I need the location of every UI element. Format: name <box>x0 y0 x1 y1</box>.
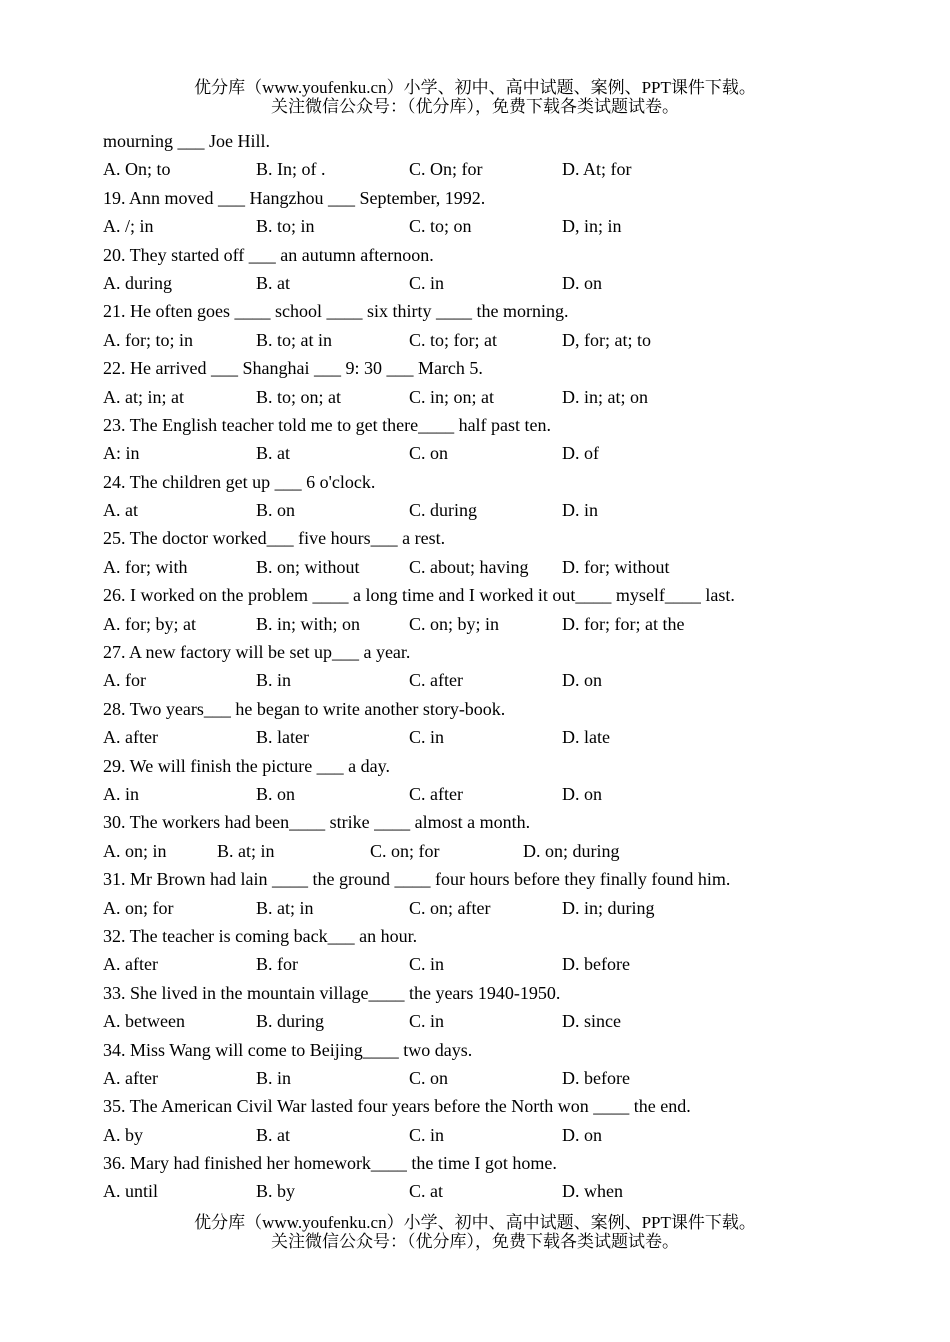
answer-option: A. after <box>103 727 158 748</box>
answer-option: C. after <box>409 670 463 691</box>
answer-option: C. On; for <box>409 159 483 180</box>
page-footer <box>0 1213 950 1251</box>
answer-option: C. after <box>409 783 463 804</box>
options-row <box>103 269 903 297</box>
answer-option: D. in; during <box>562 897 655 918</box>
answer-option: A. after <box>103 1067 158 1088</box>
answer-option: D, in; in <box>562 216 622 237</box>
answer-option: C. in <box>409 727 445 748</box>
options-row <box>103 1007 903 1035</box>
answer-option: C. to; for; at <box>409 329 497 350</box>
question-text: 27. A new factory will be set up___ a year. <box>103 642 411 663</box>
answer-option: A. On; to <box>103 159 171 180</box>
options-row <box>103 666 903 694</box>
answer-option: C. on; after <box>409 897 491 918</box>
answer-option: D. before <box>562 1067 630 1088</box>
question-text: 35. The American Civil War lasted four years before the North won ____ the end. <box>103 1096 691 1117</box>
answer-option: A: in <box>103 443 140 464</box>
question-text: 21. He often goes ____ school ____ six thirty ____ the morning. <box>103 301 569 322</box>
answer-option: A. on; for <box>103 897 174 918</box>
answer-option: B. in; with; on <box>256 613 361 634</box>
answer-option: D. of <box>562 443 599 464</box>
question-text: 33. She lived in the mountain village____ the years 1940-1950. <box>103 982 561 1003</box>
answer-option: B. during <box>256 1011 325 1032</box>
answer-option: B. by <box>256 1181 296 1202</box>
answer-option: D. in <box>562 500 598 521</box>
question-text: 28. Two years___ he began to write another story-book. <box>103 698 506 719</box>
answer-option: D. on <box>562 1124 602 1145</box>
answer-option: B. in <box>256 670 292 691</box>
question-text: 29. We will finish the picture ___ a day. <box>103 755 390 776</box>
answer-option: B. for <box>256 954 298 975</box>
question-text: 31. Mr Brown had lain ____ the ground ____ four hours before they finally found him. <box>103 869 731 890</box>
answer-option: D. when <box>562 1181 623 1202</box>
answer-option: B. to; in <box>256 216 315 237</box>
answer-option: C. on <box>409 443 449 464</box>
answer-option: D. on <box>562 272 602 293</box>
options-row <box>103 553 903 581</box>
answer-option: C. in <box>409 1124 445 1145</box>
answer-option: C. during <box>409 500 478 521</box>
answer-option: C. in; on; at <box>409 386 494 407</box>
options-row <box>103 1064 903 1092</box>
options-row <box>103 780 903 808</box>
answer-option: C. on <box>409 1067 449 1088</box>
answer-option: A. at <box>103 500 138 521</box>
answer-option: C. at <box>409 1181 443 1202</box>
answer-option: D. in; at; on <box>562 386 648 407</box>
answer-option: C. on; for <box>370 840 440 861</box>
question-text: mourning ___ Joe Hill. <box>103 131 270 151</box>
answer-option: D. late <box>562 727 610 748</box>
answer-option: B. at; in <box>217 840 275 861</box>
options-row <box>103 723 903 751</box>
answer-option: B. in <box>256 1067 292 1088</box>
question-text: 20. They started off ___ an autumn afternoon. <box>103 244 434 265</box>
question-text: 30. The workers had been____ strike ____ almost a month. <box>103 812 531 833</box>
question-text: 26. I worked on the problem ____ a long time and I worked it out____ myself____ last. <box>103 585 735 606</box>
options-row <box>103 894 903 922</box>
page-header <box>0 78 950 116</box>
options-row <box>103 610 903 638</box>
answer-option: D, for; at; to <box>562 329 651 350</box>
answer-option: B. on <box>256 783 296 804</box>
options-row <box>103 439 903 467</box>
question-text: 25. The doctor worked___ five hours___ a rest. <box>103 528 446 549</box>
question-text: 36. Mary had finished her homework____ the time I got home. <box>103 1153 557 1174</box>
answer-option: B. at <box>256 443 290 464</box>
answer-option: A. after <box>103 954 158 975</box>
answer-option: B. later <box>256 727 309 748</box>
answer-option: B. at <box>256 1124 290 1145</box>
answer-option: D. on <box>562 670 602 691</box>
answer-option: A. in <box>103 783 139 804</box>
answer-option: A. until <box>103 1181 159 1202</box>
question-list <box>103 127 903 1206</box>
footer-line-1: 优分库（www.youfenku.cn）小学、初中、高中试题、案例、PPT课件下载。 <box>194 1213 756 1232</box>
question-text: 32. The teacher is coming back___ an hour. <box>103 925 418 946</box>
answer-option: C. in <box>409 272 445 293</box>
answer-option: C. on; by; in <box>409 613 500 634</box>
answer-option: C. to; on <box>409 216 472 237</box>
answer-option: A. for; to; in <box>103 329 193 350</box>
answer-option: D. since <box>562 1011 621 1032</box>
options-row <box>103 1121 903 1149</box>
answer-option: B. on <box>256 500 296 521</box>
answer-option: B. on; without <box>256 556 360 577</box>
answer-option: A. for; by; at <box>103 613 196 634</box>
answer-option: B. at; in <box>256 897 314 918</box>
question-text: 34. Miss Wang will come to Beijing____ two days. <box>103 1039 473 1060</box>
options-row <box>103 212 903 240</box>
options-row <box>103 383 903 411</box>
answer-option: D. on; during <box>523 840 620 861</box>
answer-option: A. during <box>103 272 172 293</box>
answer-option: B. to; on; at <box>256 386 341 407</box>
answer-option: C. in <box>409 954 445 975</box>
answer-option: D. before <box>562 954 630 975</box>
answer-option: D. for; without <box>562 556 670 577</box>
answer-option: A. for <box>103 670 146 691</box>
answer-option: A. by <box>103 1124 143 1145</box>
options-row <box>103 1177 903 1205</box>
options-row <box>103 837 903 865</box>
answer-option: B. to; at in <box>256 329 332 350</box>
header-line-1: 优分库（www.youfenku.cn）小学、初中、高中试题、案例、PPT课件下载。 <box>194 78 756 97</box>
options-row <box>103 496 903 524</box>
answer-option: D. on <box>562 783 602 804</box>
footer-line-2: 关注微信公众号：（优分库），免费下载各类试题试卷。 <box>271 1232 679 1251</box>
question-text: 19. Ann moved ___ Hangzhou ___ September, 1992. <box>103 187 486 208</box>
answer-option: A. between <box>103 1011 185 1032</box>
answer-option: C. in <box>409 1011 445 1032</box>
answer-option: A. /; in <box>103 216 154 237</box>
question-text: 24. The children get up ___ 6 o'clock. <box>103 471 376 492</box>
options-row <box>103 326 903 354</box>
question-text: 22. He arrived ___ Shanghai ___ 9: 30 ___ March 5. <box>103 358 483 379</box>
answer-option: A. for; with <box>103 556 188 577</box>
answer-option: B. In; of . <box>256 159 326 180</box>
options-row <box>103 950 903 978</box>
header-line-2: 关注微信公众号：（优分库），免费下载各类试题试卷。 <box>271 97 679 116</box>
answer-option: B. at <box>256 272 290 293</box>
options-row <box>103 155 903 183</box>
answer-option: A. at; in; at <box>103 386 184 407</box>
answer-option: D. At; for <box>562 159 632 180</box>
question-text: 23. The English teacher told me to get there____ half past ten. <box>103 414 552 435</box>
answer-option: D. for; for; at the <box>562 613 685 634</box>
answer-option: A. on; in <box>103 840 167 861</box>
answer-option: C. about; having <box>409 556 529 577</box>
